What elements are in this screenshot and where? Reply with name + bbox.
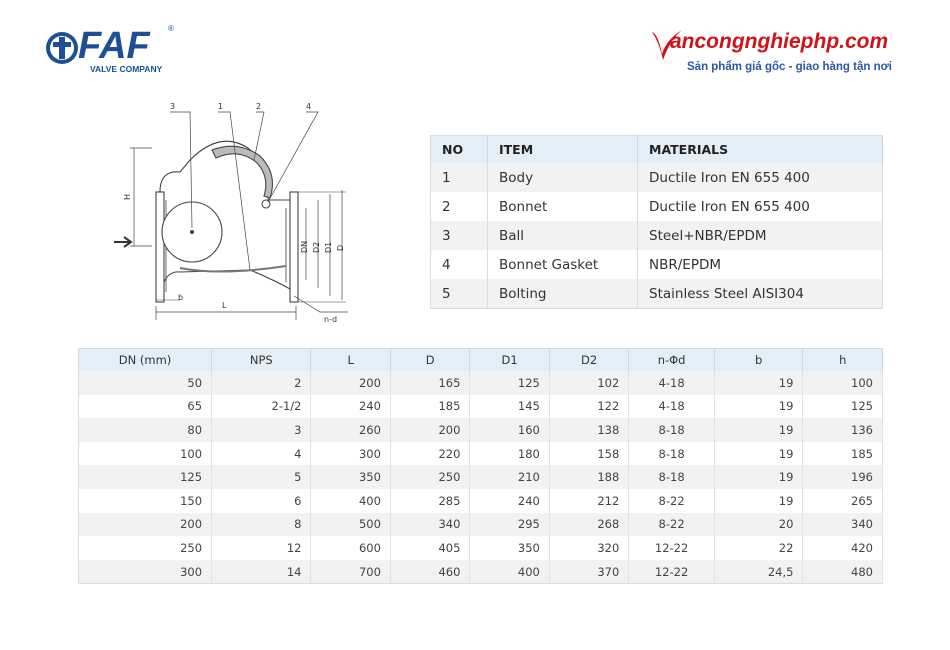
cell-b: 19	[714, 489, 803, 513]
cell-l: 240	[311, 395, 390, 419]
cell-n-phi-d: 8-18	[629, 465, 715, 489]
cell-dn: 125	[79, 465, 212, 489]
callout-3: 3	[170, 102, 176, 111]
cell-n-phi-d: 8-22	[629, 513, 715, 537]
table-row	[79, 465, 883, 489]
cell-d2: 268	[549, 513, 628, 537]
cell-d1: 125	[470, 371, 549, 395]
header-l: L	[311, 349, 390, 372]
cell-dn: 80	[79, 418, 212, 442]
cell-material: Ductile Iron EN 655 400	[638, 163, 883, 192]
cell-item: Bolting	[488, 279, 638, 309]
table-row	[79, 560, 883, 584]
cell-h: 196	[803, 465, 883, 489]
cell-d: 405	[390, 536, 469, 560]
cell-d2: 102	[549, 371, 628, 395]
cell-h: 480	[803, 560, 883, 584]
cell-h: 100	[803, 371, 883, 395]
header-d: D	[390, 349, 469, 372]
cell-d: 340	[390, 513, 469, 537]
brand-subtitle: VALVE COMPANY	[90, 64, 163, 74]
cell-no: 5	[431, 279, 488, 309]
cell-b: 20	[714, 513, 803, 537]
cell-no: 4	[431, 250, 488, 279]
header-materials: MATERIALS	[638, 136, 883, 164]
cell-d1: 400	[470, 560, 549, 584]
cell-dn: 250	[79, 536, 212, 560]
valve-diagram	[100, 100, 370, 325]
header-b: b	[714, 349, 803, 372]
cell-n-phi-d: 8-22	[629, 489, 715, 513]
table-row	[431, 192, 883, 221]
header-no: NO	[431, 136, 488, 164]
cell-d: 460	[390, 560, 469, 584]
cell-l: 500	[311, 513, 390, 537]
cell-nps: 8	[212, 513, 311, 537]
cell-b: 19	[714, 371, 803, 395]
site-slogan: Sản phẩm giá gốc - giao hàng tận nơi	[687, 61, 892, 73]
table-row	[79, 418, 883, 442]
cell-l: 700	[311, 560, 390, 584]
label-dn: DN	[300, 240, 309, 253]
table-row	[431, 163, 883, 192]
cell-b: 19	[714, 442, 803, 466]
label-d1: D1	[324, 241, 333, 253]
cell-material: Steel+NBR/EPDM	[638, 221, 883, 250]
cell-d1: 145	[470, 395, 549, 419]
label-d2: D2	[312, 241, 321, 253]
label-d: D	[336, 244, 345, 251]
cell-d2: 158	[549, 442, 628, 466]
callout-2: 2	[256, 102, 262, 111]
cell-no: 1	[431, 163, 488, 192]
cell-b: 19	[714, 395, 803, 419]
header-dn: DN (mm)	[79, 349, 212, 372]
brand-name: FAF	[78, 25, 150, 67]
cell-nps: 2	[212, 371, 311, 395]
table-row	[79, 371, 883, 395]
cell-l: 350	[311, 465, 390, 489]
cell-dn: 100	[79, 442, 212, 466]
cell-d: 200	[390, 418, 469, 442]
cell-no: 3	[431, 221, 488, 250]
cell-d2: 370	[549, 560, 628, 584]
header-nps: NPS	[212, 349, 311, 372]
cell-d1: 350	[470, 536, 549, 560]
cell-l: 300	[311, 442, 390, 466]
header-h: h	[803, 349, 883, 372]
cell-b: 22	[714, 536, 803, 560]
brand-registered-mark: ®	[168, 24, 174, 33]
cell-no: 2	[431, 192, 488, 221]
cell-l: 600	[311, 536, 390, 560]
cell-d2: 320	[549, 536, 628, 560]
label-h: H	[123, 193, 132, 200]
cell-l: 260	[311, 418, 390, 442]
cell-l: 200	[311, 371, 390, 395]
cell-d: 165	[390, 371, 469, 395]
cell-b: 19	[714, 465, 803, 489]
cell-dn: 200	[79, 513, 212, 537]
dimensions-header-row	[79, 349, 883, 372]
cell-item: Bonnet Gasket	[488, 250, 638, 279]
table-row	[431, 279, 883, 309]
cell-d1: 210	[470, 465, 549, 489]
cell-n-phi-d: 12-22	[629, 536, 715, 560]
cell-material: NBR/EPDM	[638, 250, 883, 279]
cell-d2: 122	[549, 395, 628, 419]
cell-item: Body	[488, 163, 638, 192]
header-d1: D1	[470, 349, 549, 372]
cell-d: 285	[390, 489, 469, 513]
cell-b: 24,5	[714, 560, 803, 584]
table-row	[79, 536, 883, 560]
callout-1: 1	[218, 102, 224, 111]
cell-d2: 138	[549, 418, 628, 442]
bonnet-shape	[212, 146, 272, 198]
cell-nps: 12	[212, 536, 311, 560]
site-name: ancongnghiephp.com	[670, 30, 889, 53]
cell-material: Stainless Steel AISI304	[638, 279, 883, 309]
table-row	[431, 250, 883, 279]
cell-d: 220	[390, 442, 469, 466]
cell-d2: 188	[549, 465, 628, 489]
cell-dn: 65	[79, 395, 212, 419]
cell-d1: 160	[470, 418, 549, 442]
cell-d1: 295	[470, 513, 549, 537]
materials-table	[430, 135, 883, 309]
cell-n-phi-d: 8-18	[629, 442, 715, 466]
cell-b: 19	[714, 418, 803, 442]
cell-d: 185	[390, 395, 469, 419]
cell-h: 420	[803, 536, 883, 560]
header-d2: D2	[549, 349, 628, 372]
cell-item: Bonnet	[488, 192, 638, 221]
cell-h: 125	[803, 395, 883, 419]
cell-dn: 50	[79, 371, 212, 395]
table-row	[79, 442, 883, 466]
cell-n-phi-d: 8-18	[629, 418, 715, 442]
cell-material: Ductile Iron EN 655 400	[638, 192, 883, 221]
cell-h: 136	[803, 418, 883, 442]
cell-item: Ball	[488, 221, 638, 250]
cell-dn: 150	[79, 489, 212, 513]
cell-nps: 14	[212, 560, 311, 584]
header-item: ITEM	[488, 136, 638, 164]
label-nd: n-d	[324, 315, 338, 324]
cell-d: 250	[390, 465, 469, 489]
cell-nps: 2-1/2	[212, 395, 311, 419]
dimensions-table	[78, 348, 883, 584]
table-row	[79, 395, 883, 419]
callout-4: 4	[306, 102, 312, 111]
cell-n-phi-d: 4-18	[629, 371, 715, 395]
table-row	[431, 221, 883, 250]
cell-d2: 212	[549, 489, 628, 513]
cell-d1: 240	[470, 489, 549, 513]
cell-h: 340	[803, 513, 883, 537]
table-row	[79, 489, 883, 513]
cell-nps: 3	[212, 418, 311, 442]
header-n-phi-d: n-Φd	[629, 349, 715, 372]
materials-header-row	[431, 136, 883, 164]
cell-n-phi-d: 4-18	[629, 395, 715, 419]
cell-nps: 6	[212, 489, 311, 513]
cell-h: 265	[803, 489, 883, 513]
label-l: L	[222, 301, 227, 310]
cell-nps: 4	[212, 442, 311, 466]
label-b: b	[178, 293, 184, 302]
cell-nps: 5	[212, 465, 311, 489]
cell-d1: 180	[470, 442, 549, 466]
cell-n-phi-d: 12-22	[629, 560, 715, 584]
cell-l: 400	[311, 489, 390, 513]
cell-h: 185	[803, 442, 883, 466]
cell-dn: 300	[79, 560, 212, 584]
table-row	[79, 513, 883, 537]
flow-arrow-icon	[114, 237, 131, 247]
